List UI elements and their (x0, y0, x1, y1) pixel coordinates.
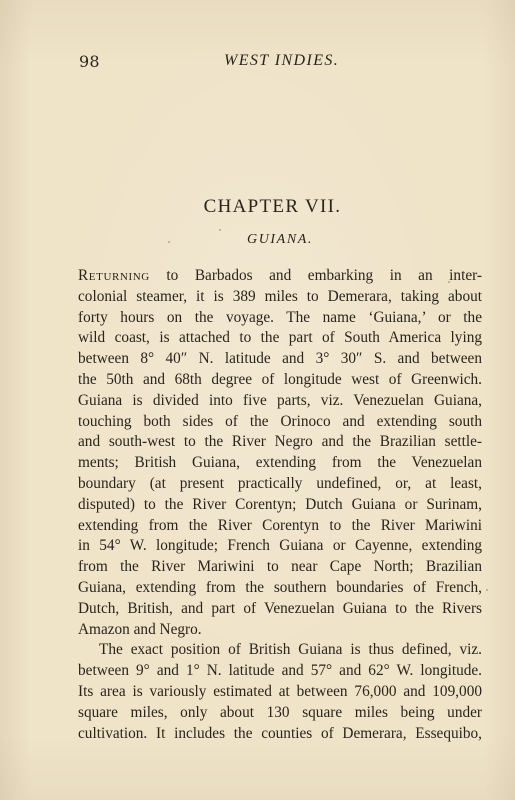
line-text: to Barbados and embarking in an inter- (149, 267, 482, 284)
chapter-subtitle: GUIANA. (246, 232, 314, 247)
paragraph-line: Dutch, British, and part of Venezuelan Guiana to the Rivers (78, 599, 482, 617)
paper-speck (168, 241, 170, 243)
paragraph-line: ments; British Guiana, extending from the Venezuelan (78, 454, 482, 472)
paragraph-line: Amazon and Negro. (78, 620, 202, 638)
paragraph-line (78, 266, 482, 287)
paper-speck (486, 589, 488, 591)
paragraph-line: Guiana is divided into five parts, viz. Venezuelan Guiana, (78, 391, 482, 409)
paragraph-line: disputed) to the River Corentyn; Dutch Guiana or Surinam, (78, 495, 482, 513)
paragraph-line: boundary (at present practically undefined, or, at least, (78, 474, 482, 492)
paragraph-line: Guiana, extending from the southern boundaries of French, (78, 578, 482, 596)
paper-speck (219, 229, 221, 231)
chapter-title: CHAPTER VII. (203, 196, 342, 217)
paragraph-line: between 8° 40″ N. latitude and 3° 30″ S. and between (78, 350, 482, 368)
paragraph-line: The exact position of British Guiana is thus defined, viz. (99, 641, 482, 659)
paragraph-line: forty hours on the voyage. The name ‘Guiana,’ or the (78, 308, 482, 326)
paper-speck (448, 281, 450, 283)
paragraph-line: the 50th and 68th degree of longitude west of Greenwich. (78, 370, 482, 388)
page-number: 98 (79, 52, 100, 71)
paragraph-line: and south-west to the River Negro and the Brazilian settle- (78, 433, 482, 451)
running-title: WEST INDIES. (224, 52, 340, 69)
paragraph-line: colonial steamer, it is 389 miles to Demerara, taking about (78, 287, 482, 305)
paragraph-line: square miles, only about 130 square miles being under (78, 703, 482, 721)
paragraph-line: wild coast, is attached to the part of South America lying (78, 329, 482, 347)
paragraph-line: touching both sides of the Orinoco and extending south (78, 412, 482, 430)
paragraph-line: between 9° and 1° N. latitude and 57° and 62° W. longitude. (78, 662, 482, 680)
paragraph-line: in 54° W. longitude; French Guiana or Cayenne, extending (78, 537, 482, 555)
body-text (78, 266, 482, 744)
paragraph-line: cultivation. It includes the counties of Demerara, Essequibo, (78, 724, 482, 742)
drop-word: Returning (78, 267, 150, 284)
running-head (79, 52, 479, 76)
paragraph-line: from the River Mariwini to near Cape North; Brazilian (78, 558, 482, 576)
paragraph-line: Its area is variously estimated at between 76,000 and 109,000 (78, 682, 482, 700)
paragraph-line: extending from the River Corentyn to the River Mariwini (78, 516, 482, 534)
